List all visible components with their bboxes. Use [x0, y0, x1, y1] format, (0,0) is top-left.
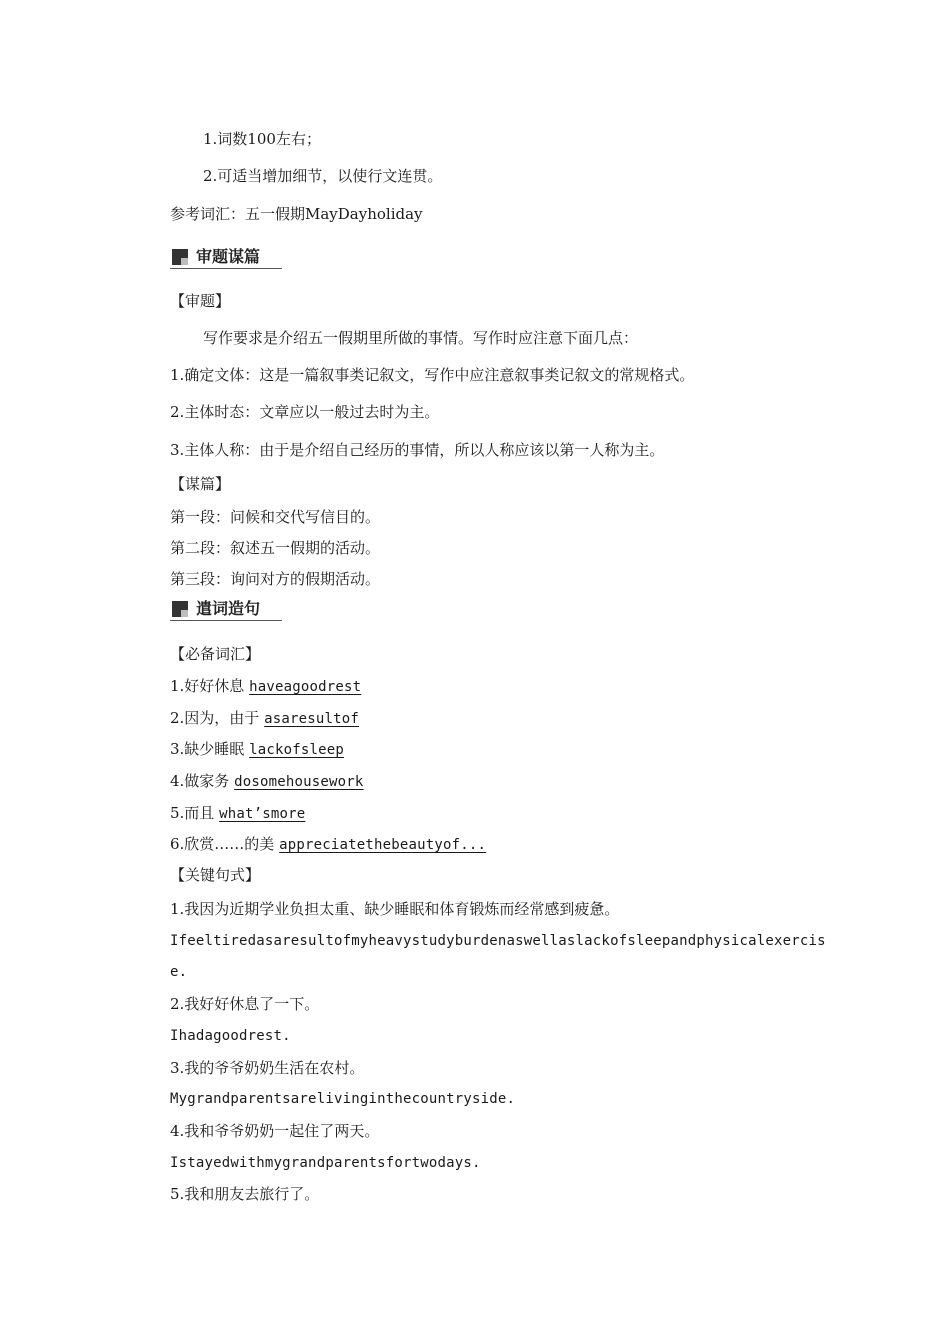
reference-vocabulary: 参考词汇：五一假期MayDayholiday: [170, 205, 423, 223]
vocab-item: [170, 739, 344, 760]
shenti-point-3: 3.主体人称：由于是介绍自己经历的事情，所以人称应该以第一人称为主。: [170, 441, 665, 459]
vocab-cn: 1.好好休息: [170, 677, 245, 695]
vocab-cn: 6.欣赏……的美: [170, 835, 275, 853]
sentence-cn: 5.我和朋友去旅行了。: [170, 1185, 320, 1203]
vocab-item: [170, 803, 305, 824]
vocab-en: appreciatethebeautyof...: [279, 837, 487, 853]
vocab-cn: 4.做家务: [170, 772, 230, 790]
vocab-en: asaresultof: [264, 711, 360, 727]
section-header-shenti-moupian: [170, 246, 282, 269]
section-header-qianci-zaoju: [170, 598, 282, 621]
vocab-en: lackofsleep: [249, 742, 345, 758]
vocab-cn: 2.因为，由于: [170, 709, 260, 727]
sentence-cn: 4.我和爷爷奶奶一起住了两天。: [170, 1122, 380, 1140]
section-title: 遣词造句: [196, 599, 261, 618]
sentence-en: Istayedwithmygrandparentsfortwodays.: [170, 1155, 481, 1171]
sentence-cn: 3.我的爷爷奶奶生活在农村。: [170, 1059, 365, 1077]
sentence-en-continued: e.: [170, 964, 188, 980]
moupian-label: 【谋篇】: [170, 475, 231, 493]
vocab-en: haveagoodrest: [249, 679, 362, 695]
requirement-1: 1.词数100左右；: [203, 130, 321, 148]
section-square-icon: [172, 249, 188, 265]
sentence-cn: 2.我好好休息了一下。: [170, 995, 320, 1013]
shenti-point-1: 1.确定文体：这是一篇叙事类记叙文，写作中应注意叙事类记叙文的常规格式。: [170, 366, 695, 384]
vocab-en: dosomehousework: [234, 774, 364, 790]
vocab-item: [170, 771, 364, 792]
shenti-label: 【审题】: [170, 292, 231, 310]
sentence-label: 【关键句式】: [170, 866, 261, 884]
vocab-item: [170, 676, 361, 697]
vocab-item: [170, 708, 359, 729]
sentence-en: Ifeeltiredasaresultofmyheavystudyburdenaswellaslackofsleepandphysicalexercis: [170, 933, 826, 949]
sentence-en: Mygrandparentsarelivinginthecountryside.: [170, 1091, 516, 1107]
paragraph-plan-3: 第三段：询问对方的假期活动。: [170, 570, 381, 588]
paragraph-plan-1: 第一段：问候和交代写信目的。: [170, 508, 381, 526]
section-title: 审题谋篇: [196, 247, 261, 266]
vocab-item: [170, 834, 486, 855]
vocab-cn: 3.缺少睡眠: [170, 740, 245, 758]
vocab-cn: 5.而且: [170, 804, 215, 822]
requirement-2: 2.可适当增加细节，以使行文连贯。: [203, 167, 443, 185]
shenti-intro: 写作要求是介绍五一假期里所做的事情。写作时应注意下面几点：: [203, 329, 639, 347]
section-square-icon: [172, 601, 188, 617]
sentence-cn: 1.我因为近期学业负担太重、缺少睡眠和体育锻炼而经常感到疲惫。: [170, 900, 620, 918]
paragraph-plan-2: 第二段：叙述五一假期的活动。: [170, 539, 381, 557]
sentence-en: Ihadagoodrest.: [170, 1028, 291, 1044]
vocab-en: what’smore: [219, 806, 306, 822]
vocab-label: 【必备词汇】: [170, 645, 261, 663]
shenti-point-2: 2.主体时态：文章应以一般过去时为主。: [170, 403, 440, 421]
